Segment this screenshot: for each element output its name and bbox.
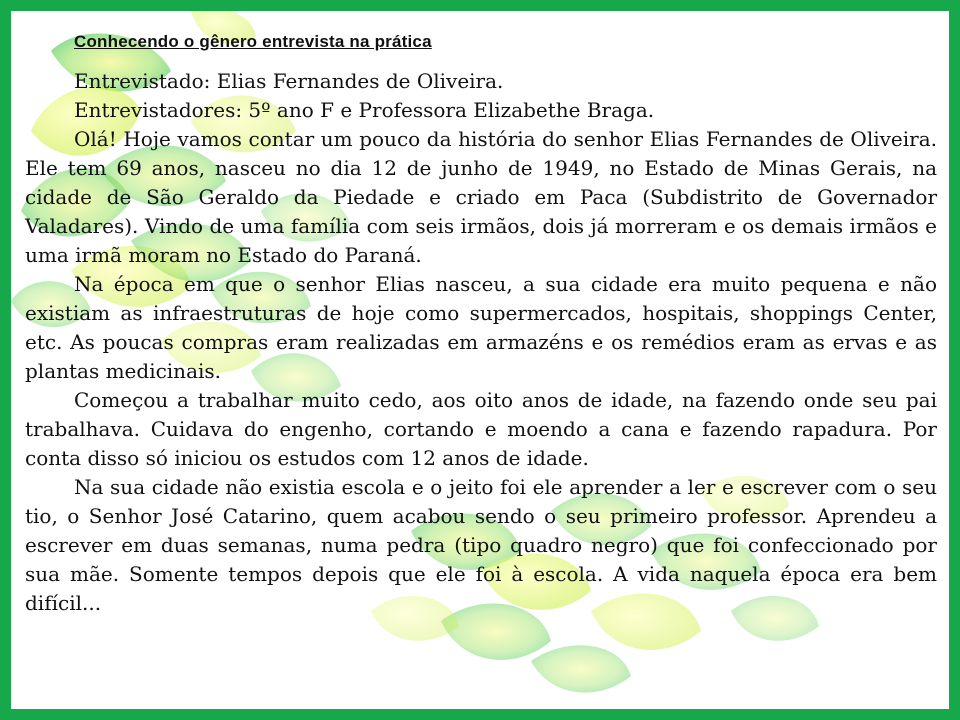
article [25,31,937,618]
interviewee-line: Entrevistado: Elias Fernandes de Oliveira. [74,69,504,93]
interviewers-line: Entrevistadores: 5º ano F e Professora Elizabethe Braga. [74,98,655,122]
paragraph: Na época em que o senhor Elias nasceu, a sua cidade era muito pequena e não existiam as infraestruturas de hoje como supermercados, hospitais, shoppings Center, etc. As poucas compras eram realizadas em armazéns e os remédios eram as ervas e as plantas medicinais. [25,272,937,383]
article-heading: Conhecendo o gênero entrevista na prática [74,32,432,51]
paragraph: Olá! Hoje vamos contar um pouco da história do senhor Elias Fernandes de Oliveira. Ele tem 69 anos, nasceu no dia 12 de junho de 1949, no Estado de Minas Gerais, na cidade de São Geraldo da Piedade e criado em Paca (Subdistrito de Governador Valadares). Vindo de uma família com seis irmãos, dois já morreram e os demais irmãos e uma irmã moram no Estado do Paraná. [25,127,937,267]
paragraph: Na sua cidade não existia escola e o jeito foi ele aprender a ler e escrever com o seu tio, o Senhor José Catarino, quem acabou sendo o seu primeiro professor. Aprendeu a escrever em duas semanas, numa pedra (tipo quadro negro) que foi confeccionado por sua mãe. Somente tempos depois que ele foi à escola. A vida naquela época era bem difícil... [25,475,937,615]
paragraph: Começou a trabalhar muito cedo, aos oito anos de idade, na fazendo onde seu pai trabalhava. Cuidava do engenho, cortando e moendo a cana e fazendo rapadura. Por conta disso só iniciou os estudos com 12 anos de idade. [25,388,937,470]
leaf-shape [531,645,631,692]
